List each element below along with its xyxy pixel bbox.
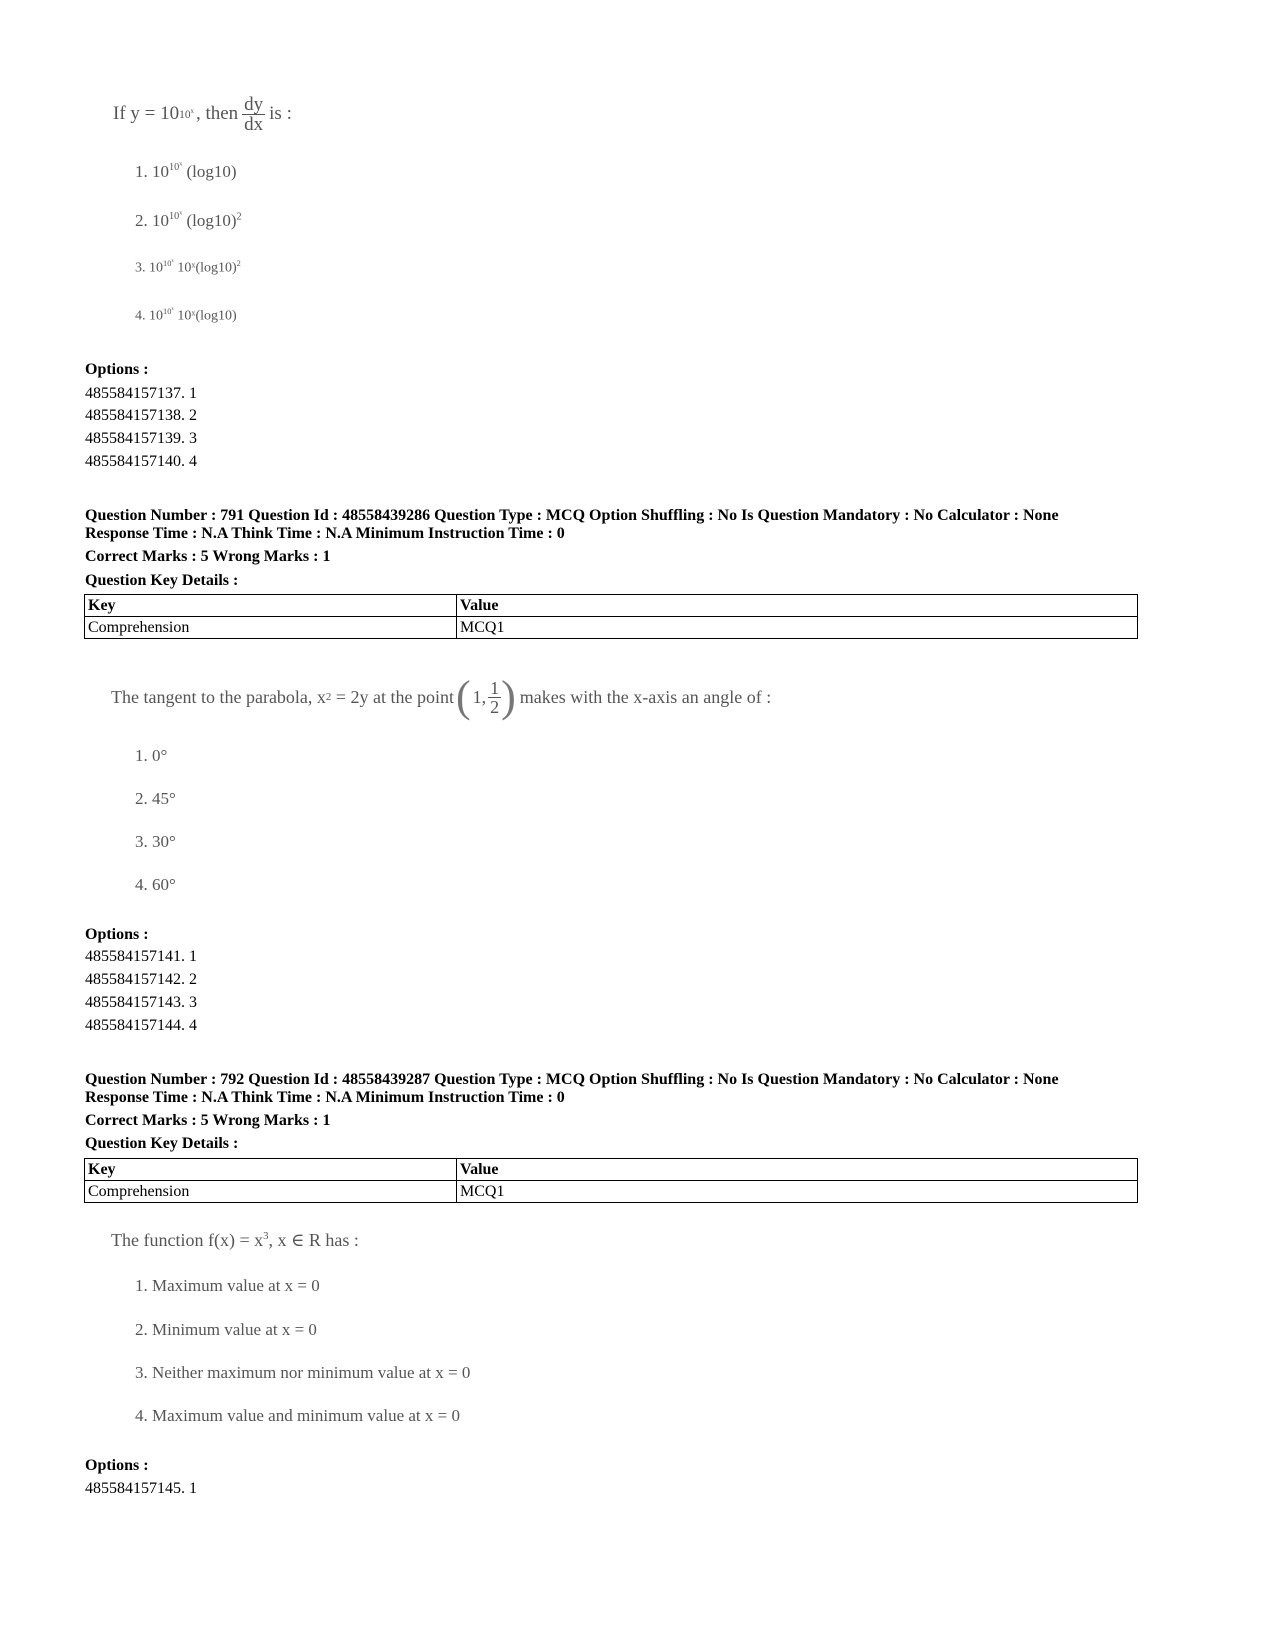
q790-opt1-base: 10	[152, 162, 169, 182]
q791-stem-sq: 2	[325, 691, 332, 703]
q790-opt3-sup: 10	[163, 259, 172, 268]
q790-stem-if: If y = 10	[113, 103, 180, 124]
value-header: Value	[457, 1159, 1138, 1181]
key-header: Key	[85, 1159, 457, 1181]
q791-option-2: 2. 45°	[135, 789, 176, 808]
q791-option-id-3: 485584157143. 3	[85, 994, 197, 1011]
q790-opt2-sup: 10	[169, 211, 180, 223]
q790-option-3	[135, 259, 241, 277]
q790-option-id-3: 485584157139. 3	[85, 430, 197, 447]
q790-opt2-pow: 2	[236, 211, 242, 223]
q792-option-3: 3. Neither maximum nor minimum value at x = 0	[135, 1363, 471, 1382]
q791-point-fraction	[488, 679, 501, 716]
q791-option-1: 1. 0°	[135, 746, 168, 765]
q790-opt2-rest: (log10)	[186, 211, 237, 231]
q792-stem	[111, 1230, 359, 1251]
value-cell: MCQ1	[457, 617, 1138, 639]
q790-opt1-sup: 10	[169, 162, 180, 174]
q790-stem	[113, 88, 292, 140]
q790-opt2-num: 2.	[135, 211, 148, 231]
q790-option-id-4: 485584157140. 4	[85, 453, 197, 470]
q790-stem-is: is :	[269, 103, 292, 124]
q790-opt3-pow: 2	[236, 259, 241, 268]
q790-dx: dx	[244, 113, 264, 135]
q790-opt4-sup: 10	[163, 307, 172, 316]
q790-opt1-supx: x	[179, 162, 183, 168]
value-cell: MCQ1	[457, 1181, 1138, 1203]
q791-option-4: 4. 60°	[135, 875, 176, 894]
q790-opt3-num: 3.	[135, 260, 146, 276]
q790-stem-exp: 10	[179, 108, 191, 121]
value-header: Value	[457, 595, 1138, 617]
q790-stem-expx: x	[190, 107, 194, 115]
q791-frac-den: 2	[490, 696, 500, 717]
q790-opt1-num: 1.	[135, 162, 148, 182]
q791-point-x: 1,	[472, 686, 487, 707]
q790-option-1	[135, 162, 237, 182]
q790-stem-then: , then	[195, 103, 239, 124]
q790-opt4-rest: 10ˣ(log10)	[177, 308, 237, 324]
table-header-row	[85, 1159, 1138, 1181]
table-row	[85, 617, 1138, 639]
q791-stem-after: makes with the x-axis an angle of :	[519, 686, 772, 707]
q792-option-id-1: 485584157145. 1	[85, 1480, 197, 1497]
q791-stem-before: The tangent to the parabola, x	[111, 686, 326, 707]
q790-dy: dy	[244, 93, 264, 115]
q790-opt3-rest: 10ˣ(log10)	[177, 260, 237, 276]
q791-marks: Correct Marks : 5 Wrong Marks : 1	[85, 548, 331, 565]
q791-options-label: Options :	[85, 926, 149, 943]
q790-opt3-supx: x	[171, 259, 174, 265]
q791-option-id-1: 485584157141. 1	[85, 948, 197, 965]
q790-opt2-supx: x	[179, 211, 183, 217]
q790-option-id-2: 485584157138. 2	[85, 407, 197, 424]
q791-option-3: 3. 30°	[135, 832, 176, 851]
key-cell: Comprehension	[85, 1181, 457, 1203]
q792-option-2: 2. Minimum value at x = 0	[135, 1320, 317, 1339]
q790-options-label: Options :	[85, 361, 149, 378]
left-paren-glyph: (	[455, 672, 471, 721]
q792-stem-cube: 3	[263, 1230, 269, 1242]
q792-option-1: 1. Maximum value at x = 0	[135, 1276, 320, 1295]
q792-key-details: Question Key Details :	[85, 1135, 239, 1152]
right-paren-glyph: )	[501, 672, 516, 721]
q791-key-details: Question Key Details :	[85, 572, 239, 589]
q790-option-id-1: 485584157137. 1	[85, 385, 197, 402]
table-header-row	[85, 595, 1138, 617]
key-header: Key	[85, 595, 457, 617]
q792-options-label: Options :	[85, 1457, 149, 1474]
q790-opt4-supx: x	[171, 307, 174, 313]
q790-opt1-rest: (log10)	[186, 162, 237, 182]
q790-opt2-base: 10	[152, 211, 169, 231]
q791-stem	[111, 666, 771, 728]
q791-key-table	[84, 594, 1138, 639]
key-cell: Comprehension	[85, 617, 457, 639]
q792-key-table	[84, 1158, 1138, 1203]
q791-header: Question Number : 791 Question Id : 48558439286 Question Type : MCQ Option Shuffling : No Is Question Mandatory : No Calculator : None	[85, 507, 1059, 524]
q792-marks: Correct Marks : 5 Wrong Marks : 1	[85, 1112, 331, 1129]
table-row	[85, 1181, 1138, 1203]
q791-option-id-2: 485584157142. 2	[85, 971, 197, 988]
q792-stem-after: , x ∈ R has :	[268, 1230, 359, 1250]
q791-header-2: Response Time : N.A Think Time : N.A Minimum Instruction Time : 0	[85, 525, 565, 542]
q790-opt4-num: 4.	[135, 308, 146, 324]
q790-opt4-base: 10	[149, 308, 163, 324]
q792-header-2: Response Time : N.A Think Time : N.A Minimum Instruction Time : 0	[85, 1089, 565, 1106]
q790-opt3-base: 10	[149, 260, 163, 276]
q791-stem-mid: = 2y at the point	[331, 686, 454, 707]
q790-option-4	[135, 307, 237, 325]
q792-option-4: 4. Maximum value and minimum value at x = 0	[135, 1406, 460, 1425]
q792-stem-before: The function f(x) = x	[111, 1230, 264, 1250]
q792-header: Question Number : 792 Question Id : 48558439287 Question Type : MCQ Option Shuffling : No Is Question Mandatory : No Calculator : None	[85, 1071, 1059, 1088]
q790-option-2	[135, 211, 242, 231]
q790-derivative	[242, 95, 265, 134]
q791-option-id-4: 485584157144. 4	[85, 1017, 197, 1034]
q791-frac-num: 1	[490, 677, 500, 698]
